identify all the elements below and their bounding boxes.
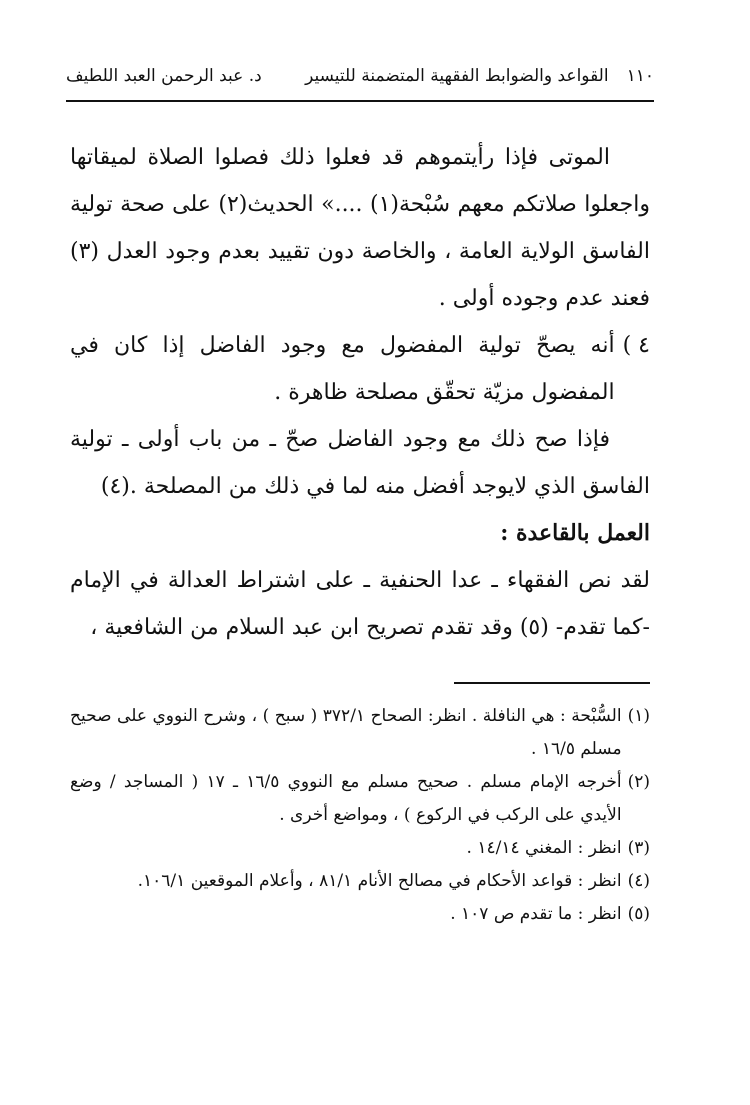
running-header: [66, 58, 654, 94]
paragraph: لقد نص الفقهاء ـ عدا الحنفية ـ على اشتراط العدالة في الإمام -كما تقدم- (٥) وقد تقدم تصريح ابن عبد السلام من الشافعية ،: [70, 568, 650, 640]
header-title-group: [305, 66, 654, 86]
footnote: [70, 700, 650, 766]
footnote: [70, 865, 650, 898]
numbered-item: [70, 322, 650, 416]
header-rule: [66, 100, 654, 102]
author-name: د. عبد الرحمن العبد اللطيف: [66, 66, 262, 86]
footnote-number: (١): [627, 706, 650, 726]
item-text: أنه يصحّ تولية المفضول مع وجود الفاضل إذا كان في المفضول مزيّة تحقّق مصلحة ظاهرة .: [70, 333, 615, 405]
footnote-text: أخرجه الإمام مسلم . صحيح مسلم مع النووي ١٦/٥ ـ ١٧ ( المساجد / وضع الأيدي على الركب في الركوع ) ، ومواضع أخرى .: [70, 772, 622, 825]
footnote: [70, 898, 650, 931]
page-number: ١١٠: [626, 66, 654, 86]
footnote-rule: [454, 682, 650, 684]
footnote-text: انظر : قواعد الأحكام في مصالح الأنام ٨١/١ ، وأعلام الموقعين ١٠٦/١.: [137, 871, 622, 891]
footnote-text: انظر : ما تقدم ص ١٠٧ .: [450, 904, 622, 924]
footnote: [70, 832, 650, 865]
footnote-number: (٢): [627, 772, 650, 792]
main-text: [70, 134, 650, 651]
footnote-text: انظر : المغني ١٤/١٤ .: [466, 838, 622, 858]
book-title: القواعد والضوابط الفقهية المتضمنة للتيسير: [305, 66, 609, 86]
footnote-text: السُّبْحة : هي النافلة . انظر: الصحاح ٣٧٢/١ ( سبح ) ، وشرح النووي على صحيح مسلم ١٦/٥ .: [70, 706, 622, 759]
footnotes: [70, 700, 650, 931]
footnote-number: (٤): [627, 871, 650, 891]
item-number: ٤ ): [622, 333, 650, 358]
section-heading: العمل بالقاعدة :: [500, 520, 650, 546]
paragraph: فإذا صح ذلك مع وجود الفاضل صحّ ـ من باب أولى ـ تولية الفاسق الذي لايوجد أفضل منه لما في ذلك من المصلحة .(٤): [70, 427, 650, 499]
footnote: [70, 766, 650, 832]
footnote-number: (٥): [627, 904, 650, 924]
paragraph: الموتى فإذا رأيتموهم قد فعلوا ذلك فصلوا الصلاة لميقاتها واجعلوا صلاتكم معهم سُبْحة(١) ....» الحديث(٢) على صحة تولية الفاسق الولاية العامة ، والخاصة دون تقييد بعدم وجود العدل (٣) فعند عدم وجوده أولى .: [70, 145, 650, 311]
footnote-number: (٣): [627, 838, 650, 858]
